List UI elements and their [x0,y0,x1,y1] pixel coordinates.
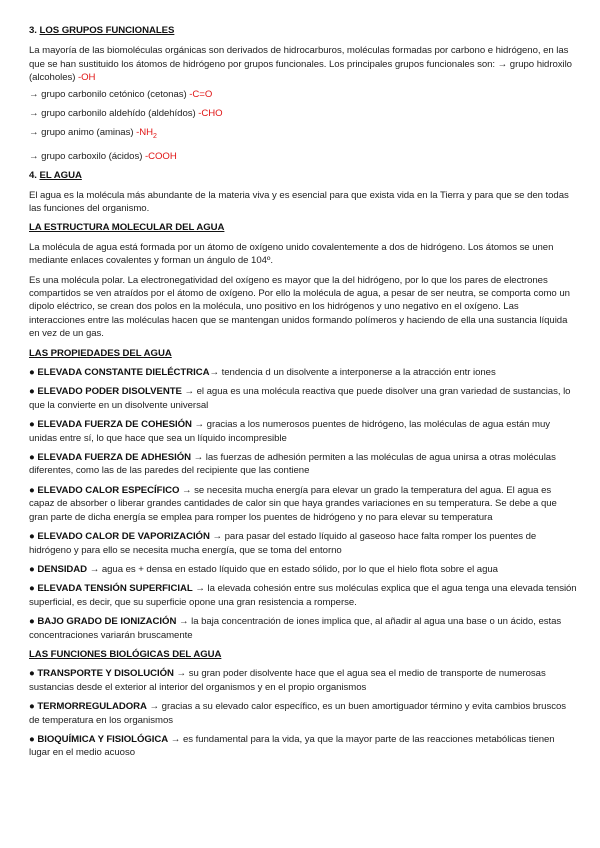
function-item [29,667,577,694]
property-desc: → el agua es una molécula reactiva que puede disolver una gran variedad de sustancias, lo que la convierte en un disolvente universal [29,386,571,411]
property-item [29,484,577,524]
property-item [29,366,577,379]
property-desc: → tendencia d un disolvente a interponerse a la atracción entr iones [209,367,496,379]
section-heading-agua [29,169,577,182]
property-item [29,615,577,642]
function-term: ● TERMORREGULADORA [29,701,147,713]
property-item [29,563,577,576]
property-item [29,418,577,445]
function-term: ● TRANSPORTE Y DISOLUCIÓN [29,668,174,680]
property-desc: → las fuerzas de adhesión permiten a las moléculas de agua unirsa a otras moléculas diferentes, como las de las paredes del recipiente que las contiene [29,452,556,477]
function-desc: → es fundamental para la vida, ya que la mayor parte de las reacciones metabólicas tienen lugar en el medio acuoso [29,733,555,759]
group-label: → grupo carbonilo cetónico (cetonas) [29,88,190,100]
property-item [29,530,577,557]
paragraph-estructura-2: Es una molécula polar. La electronegatividad del oxígeno es mayor que la del hidrógeno, por lo que los pares de electrones compartidos se ven atraídos por el átomo de oxígeno. Por ello la molécula de agua, a pesar de ser neutra, se comporta como un dipolo eléctrico, se crean dos polos en la molécula, uno positivo en los hidrógenos y uno negativo en el oxígeno. Las interacciones entre las moléculas hacen que se mantengan unidos formando polímeros y haciendo de ella una sustancia líquida en vez de un gas. [29,274,570,340]
group-label: → grupo carboxilo (ácidos) [29,150,145,162]
property-term: ● ELEVADO CALOR ESPECÍFICO [29,484,180,496]
property-desc: → para pasar del estado líquido al gaseoso hace falta romper los puentes de hidrógeno y para ello se necesita mucha energía, que se toma del entorno [29,531,537,556]
group-label: → grupo animo (aminas) [29,127,137,139]
formula [136,127,157,141]
property-item [29,451,577,478]
property-item [29,582,577,609]
functional-group-item [29,88,577,101]
property-desc: → agua es + densa en estado líquido que en estado sólido, por lo que el hielo flota sobre el agua [87,563,498,575]
paragraph-text: La mayoría de las biomoléculas orgánicas son derivados de hidrocarburos, moléculas formadas por carbono e hidrógeno, en las que se han sustituido los átomos de hidrógeno por grupos funcionales. Los principales grupos funcionales son: → grupo hidroxilo (alcoholes) [29,45,572,84]
property-term: ● ELEVADA TENSIÓN SUPERFICIAL [29,583,193,595]
property-term: ● BAJO GRADO DE IONIZACIÓN [29,616,177,628]
functional-group-item [29,150,577,163]
section-heading-grupos-funcionales [29,24,577,37]
document-page [29,24,577,766]
subsection-heading-estructura: LA ESTRUCTURA MOLECULAR DEL AGUA [29,222,225,234]
property-term: ● DENSIDAD [29,563,88,575]
section-number: 4. [29,170,37,182]
group-label: → grupo carbonilo aldehído (aldehídos) [29,108,199,120]
section-title: EL AGUA [39,170,82,182]
formula: -C=O [189,88,213,100]
formula-oh: -OH [78,72,96,84]
formula: -COOH [144,150,177,162]
section-number: 3. [29,25,37,36]
formula-subscript: 2 [153,133,157,141]
function-term: ● BIOQUÍMICA Y FISIOLÓGICA [29,733,169,745]
property-term: ● ELEVADO CALOR DE VAPORIZACIÓN [29,531,210,543]
paragraph-estructura-1: La molécula de agua está formada por un átomo de oxígeno unido covalentemente a dos de hidrógeno. Los átomos se unen mediante enlaces covalentes y forman un ángulo de 104º. [29,241,554,267]
function-item [29,700,577,727]
property-desc: → se necesita mucha energía para elevar un grado la temperatura del agua. El agua es capaz de absorber o liberar grandes cantidades de calor sin que haya grandes variaciones en su temperatura. Se debe a que gran parte de dicha energía se emplea para romper los puentes de hidrógeno y no para elevar su temperatura [29,484,557,523]
formula: -CHO [198,108,223,120]
subsection-heading-propiedades: LAS PROPIEDADES DEL AGUA [29,347,172,359]
functional-group-item [29,126,577,143]
function-desc: → gracias a su elevado calor específico, es un buen amortiguador término y evita cambios bruscos de temperatura en los organismos [29,701,566,726]
property-term: ● ELEVADA CONSTANTE DIELÉCTRICA [29,367,210,379]
section-title: LOS GRUPOS FUNCIONALES [39,25,175,36]
functional-group-item [29,107,577,120]
formula-text: -NH [136,127,153,139]
property-desc: → gracias a los numerosos puentes de hidrógeno, las moléculas de agua están muy unidas entre sí, lo que hace que sea un líquido incompresible [29,419,550,444]
function-desc: → su gran poder disolvente hace que el agua sea el medio de transporte de numerosas sustancias desde el exterior al interior del organismos y en el propio organismos [29,668,546,693]
property-term: ● ELEVADA FUERZA DE ADHESIÓN [29,452,191,464]
property-item [29,385,577,412]
property-term: ● ELEVADA FUERZA DE COHESIÓN [29,419,192,431]
property-term: ● ELEVADO PODER DISOLVENTE [29,386,182,398]
property-desc: → la elevada cohesión entre sus moléculas explica que el agua tenga una elevada tensión superficial, es decir, que su superficie opone una gran resistencia a romperse. [29,583,577,608]
paragraph-grupos-intro [29,44,577,84]
paragraph-agua-intro: El agua es la molécula más abundante de la materia viva y es esencial para que exista vida en la Tierra y para que se den todas las funciones del organismo. [29,189,569,214]
function-item [29,733,577,760]
subsection-heading-funciones: LAS FUNCIONES BIOLÓGICAS DEL AGUA [29,648,222,660]
property-desc: → la baja concentración de iones implica que, al añadir al agua una base o un ácido, estas concentraciones variarán bruscamente [29,616,562,641]
